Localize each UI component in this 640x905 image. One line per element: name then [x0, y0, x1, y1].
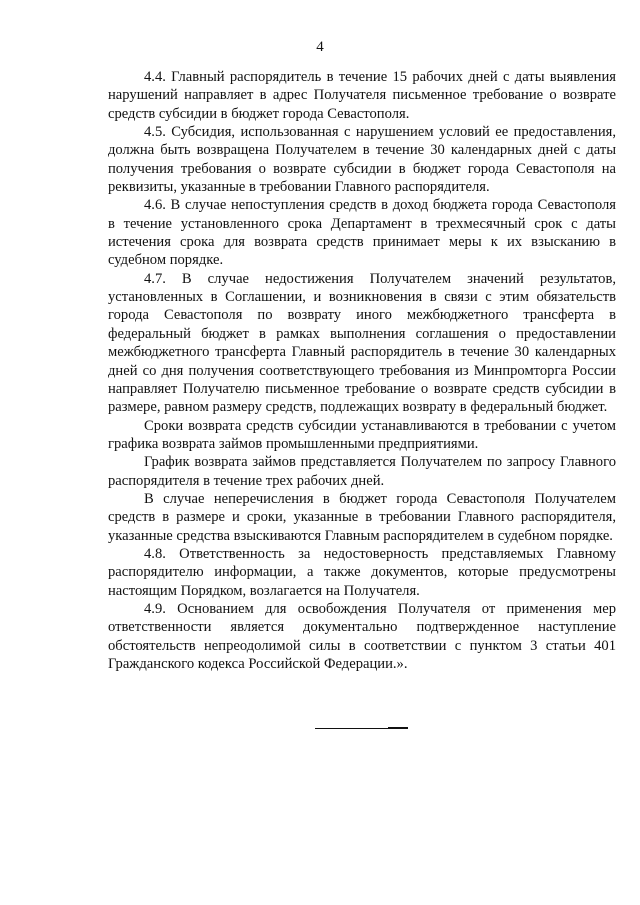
paragraph-4-8: 4.8. Ответственность за недостоверность представляемых Главному распорядителю информации, а также документов, которые предусмотрены настоящим Порядком, возлагается на Получателя. — [108, 545, 616, 599]
paragraph-non-transfer: В случае неперечисления в бюджет города Севастополя Получателем средств в размере и сроки, указанные в требовании Главного распорядителя, указанные средства взыскиваются Главным распорядителем в судебном порядке. — [108, 490, 616, 544]
paragraph-4-5: 4.5. Субсидия, использованная с нарушением условий ее предоставления, должна быть возвращена Получателем в течение 30 календарных дней с даты получения требования о возврате субсидии в бюджет города Севастополя на реквизиты, указанные в требовании Главного распорядителя. — [108, 124, 616, 196]
document-body — [108, 68, 616, 673]
paragraph-4-7: 4.7. В случае недостижения Получателем значений результатов, установленных в Соглашении, и возникновения в связи с этим обязательств города Севастополя по возврату иного межбюджетного трансферта в федеральный бюджет в рамках выполнения соглашения о предоставлении межбюджетного трансферта Главный распорядитель в течение 30 календарных дней со дня получения соответствующего требования из Минпромторга России направляет Получателю письменное требование о возврате средств субсидии в размере, равном размеру средств, подлежащих возврату в федеральный бюджет. — [108, 270, 616, 416]
end-of-document-line — [315, 728, 408, 729]
page-number: 4 — [316, 39, 324, 55]
paragraph-4-6: 4.6. В случае непоступления средств в доход бюджета города Севастополя в течение установленного срока Департамент в трехмесячный срок с даты истечения срока для возврата средств принимает меры к их взысканию в судебном порядке. — [108, 197, 616, 269]
paragraph-4-9: 4.9. Основанием для освобождения Получателя от применения мер ответственности является документально подтвержденное наступление обстоятельств непреодолимой силы в соответствии с пунктом 3 статьи 401 Гражданского кодекса Российской Федерации.». — [108, 600, 616, 672]
paragraph-4-4: 4.4. Главный распорядитель в течение 15 рабочих дней с даты выявления нарушений направляет в адрес Получателя письменное требование о возврате средств субсидии в бюджет города Севастополя. — [108, 69, 616, 122]
paragraph-repayment-schedule: График возврата займов представляется Получателем по запросу Главного распорядителя в течение трех рабочих дней. — [108, 454, 616, 489]
paragraph-return-terms: Сроки возврата средств субсидии устанавливаются в требовании с учетом графика возврата займов промышленными предприятиями. — [108, 417, 616, 452]
